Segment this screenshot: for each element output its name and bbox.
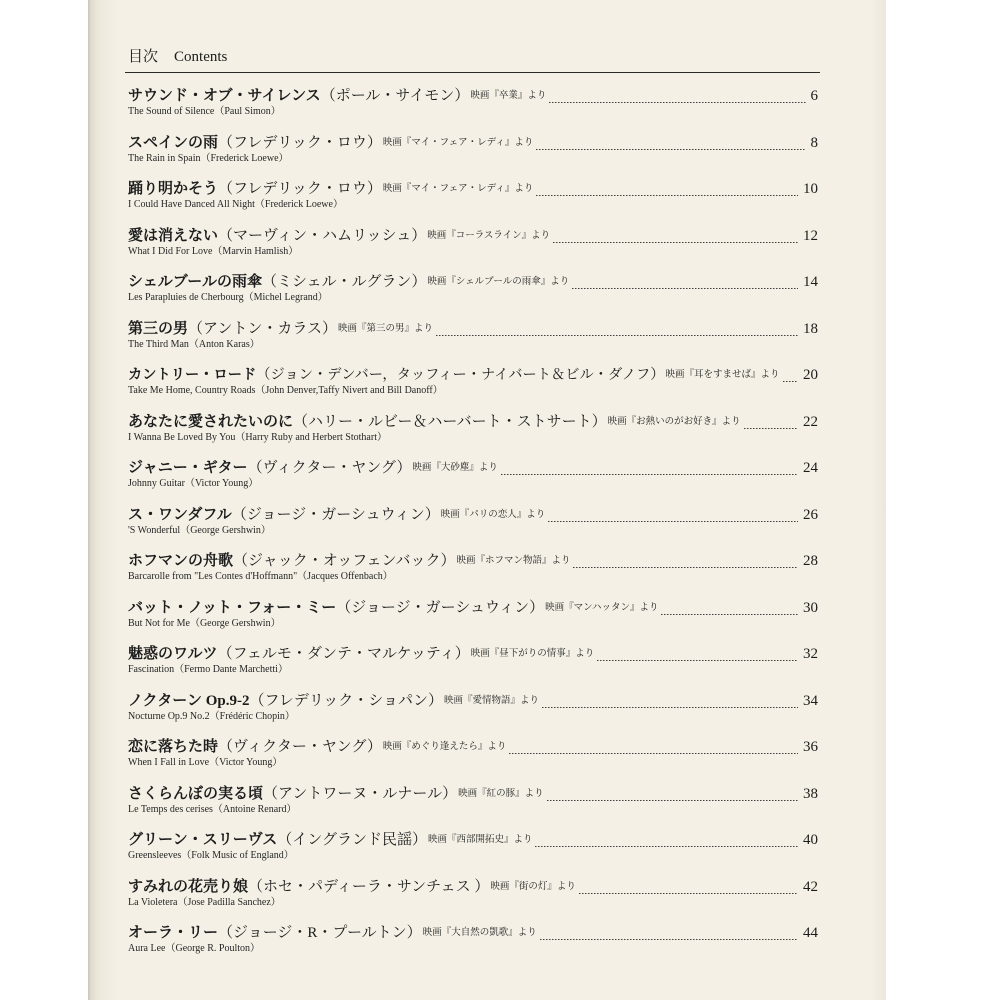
entry-source: 映画『マイ・フェア・レディ』より (382, 184, 534, 194)
leader-dots (597, 644, 798, 661)
toc-list (128, 86, 818, 966)
entry-english-title: Nocturne Op.9 No.2（Frédéric Chopin） (128, 710, 295, 722)
leader-dots (572, 272, 798, 289)
toc-entry (128, 830, 818, 864)
entry-title: ノクターン Op.9-2 (128, 692, 250, 709)
entry-composer: （イングランド民謡） (277, 832, 427, 848)
entry-title: オーラ・リー (128, 925, 219, 941)
entry-heading-line (128, 784, 818, 804)
toc-entry (128, 644, 818, 678)
toc-entry (128, 412, 818, 446)
entry-title: カントリー・ロード (128, 367, 257, 383)
leader-dots (535, 830, 798, 847)
leader-dots (536, 179, 798, 196)
toc-entry (128, 505, 818, 539)
entry-english-title: 'S Wonderful（George Gershwin） (128, 524, 271, 536)
entry-heading-line (128, 830, 818, 850)
entry-composer: （ジョージ・ガーシュウィン） (336, 599, 545, 616)
entry-title: バット・ノット・フォー・ミー (128, 599, 337, 616)
entry-composer: （フレデリック・ショパン） (249, 692, 443, 709)
entry-page-number: 12 (803, 227, 818, 244)
entry-composer: （アントン・カラス） (188, 320, 337, 337)
entry-english-title: When I Fall in Love（Victor Young） (128, 757, 283, 768)
entry-composer: （ジョージ・R・プールトン） (218, 925, 422, 941)
entry-source: 映画『紅の豚』より (458, 788, 544, 799)
entry-title: 恋に落ちた時 (128, 739, 219, 755)
entry-heading-line (128, 505, 818, 525)
entry-source: 映画『大砂塵』より (412, 463, 498, 473)
entry-heading-line (128, 877, 818, 897)
leader-dots (744, 412, 798, 429)
entry-title: すみれの花売り娘 (128, 878, 249, 895)
toc-entry (128, 226, 818, 260)
toc-heading-japanese: 目次 (128, 49, 159, 65)
toc-entry (128, 179, 818, 213)
leader-dots (553, 226, 798, 243)
entry-source: 映画『昼下がりの情事』より (470, 649, 595, 659)
entry-page-number: 32 (803, 646, 818, 662)
entry-english-title: Fascination（Fermo Dante Marchetti） (128, 664, 288, 675)
entry-page-number: 10 (803, 181, 818, 197)
entry-page-number: 40 (803, 832, 818, 848)
entry-english-title: I Could Have Danced All Night（Frederick Loewe） (128, 199, 343, 210)
entry-heading-line (128, 598, 818, 618)
entry-composer: （ジョージ・ガーシュウィン） (231, 506, 440, 523)
leader-dots (548, 505, 798, 522)
entry-page-number: 22 (803, 413, 818, 430)
entry-title: ホフマンの舟歌 (128, 553, 234, 569)
entry-composer: （アントワーヌ・ルナール） (263, 785, 458, 802)
entry-source: 映画『街の灯』より (490, 881, 576, 892)
entry-english-title: What I Did For Love（Marvin Hamlish） (128, 245, 299, 257)
entry-page-number: 24 (803, 460, 818, 476)
entry-title: あなたに愛されたいのに (128, 413, 294, 430)
entry-title: グリーン・スリーヴス (128, 832, 278, 848)
entry-heading-line (128, 86, 818, 106)
entry-page-number: 38 (803, 785, 818, 802)
entry-heading-line (128, 458, 818, 478)
entry-composer: （マーヴィン・ハムリッシュ） (218, 227, 427, 244)
entry-heading-line (128, 737, 818, 757)
entry-composer: （ポール・サイモン） (320, 88, 470, 104)
entry-source: 映画『お熱いのがお好き』より (607, 416, 741, 427)
toc-entry (128, 319, 818, 353)
entry-title: 第三の男 (128, 320, 189, 337)
entry-english-title: Take Me Home, Country Roads（John Denver,Taffy Nivert and Bill Danoff） (128, 385, 443, 396)
heading-rule (125, 72, 820, 73)
entry-source: 映画『西部開拓史』より (427, 835, 533, 845)
toc-heading (128, 46, 227, 68)
entry-page-number: 14 (803, 274, 818, 290)
toc-entry (128, 272, 818, 306)
toc-entry (128, 923, 818, 957)
toc-entry (128, 784, 818, 818)
entry-heading-line (128, 133, 818, 153)
toc-entry (128, 365, 818, 399)
toc-heading-english: Contents (174, 49, 228, 65)
entry-title: スペインの雨 (128, 134, 219, 151)
toc-entry (128, 133, 818, 167)
entry-source: 映画『パリの恋人』より (440, 509, 546, 520)
entry-english-title: The Rain in Spain（Frederick Loewe） (128, 152, 289, 164)
entry-source: 映画『卒業』より (470, 91, 547, 101)
entry-page-number: 36 (803, 739, 818, 755)
entry-source: 映画『ホフマン物語』より (456, 556, 571, 566)
entry-page-number: 28 (803, 553, 818, 569)
entry-english-title: The Third Man（Anton Karas） (128, 338, 260, 350)
entry-page-number: 30 (803, 599, 818, 616)
entry-heading-line (128, 691, 818, 711)
entry-page-number: 6 (810, 88, 818, 104)
entry-english-title: Greensleeves（Folk Music of England） (128, 850, 294, 861)
entry-title: 踊り明かそう (128, 181, 219, 197)
leader-dots (436, 319, 798, 336)
entry-source: 映画『第三の男』より (337, 323, 433, 334)
entry-source: 映画『愛情物語』より (443, 695, 539, 706)
entry-title: ス・ワンダフル (128, 506, 232, 523)
toc-entry (128, 737, 818, 771)
leader-dots (542, 691, 798, 708)
leader-dots (579, 877, 798, 894)
entry-composer: （フレデリック・ロウ） (218, 181, 382, 197)
entry-source: 映画『シェルブールの雨傘』より (427, 277, 570, 287)
entry-title: 魅惑のワルツ (128, 646, 218, 662)
entry-english-title: Les Parapluies de Cherbourg（Michel Legrand） (128, 292, 328, 303)
toc-entry (128, 598, 818, 632)
entry-composer: （ミシェル・ルグラン） (261, 274, 427, 290)
entry-heading-line (128, 644, 818, 664)
entry-page-number: 34 (803, 692, 818, 709)
entry-english-title: Johnny Guitar（Victor Young） (128, 478, 259, 489)
entry-composer: （ヴィクター・ヤング） (218, 739, 382, 755)
entry-composer: （フレデリック・ロウ） (218, 134, 382, 151)
entry-title: さくらんぼの実る頃 (128, 785, 264, 802)
entry-english-title: La Violetera（Jose Padilla Sanchez） (128, 896, 281, 908)
entry-english-title: The Sound of Silence（Paul Simon） (128, 106, 281, 117)
toc-entry (128, 86, 818, 120)
entry-title: 愛は消えない (128, 227, 219, 244)
leader-dots (501, 458, 798, 475)
entry-page-number: 42 (803, 878, 818, 895)
entry-heading-line (128, 319, 818, 339)
entry-title: サウンド・オブ・サイレンス (128, 88, 321, 104)
entry-page-number: 20 (803, 367, 818, 383)
entry-composer: （ヴィクター・ヤング） (247, 460, 412, 476)
entry-source: 映画『コーラスライン』より (427, 230, 551, 241)
leader-dots (573, 551, 798, 568)
entry-source: 映画『マイ・フェア・レディ』より (382, 137, 534, 148)
entry-english-title: I Wanna Be Loved By You（Harry Ruby and Herbert Stothart） (128, 431, 387, 443)
entry-heading-line (128, 923, 818, 943)
entry-source: 映画『めぐり逢えたら』より (382, 742, 507, 752)
entry-page-number: 26 (803, 506, 818, 523)
entry-composer: （フェルモ・ダンテ・マルケッティ） (217, 646, 470, 662)
entry-page-number: 18 (803, 320, 818, 337)
leader-dots (536, 133, 805, 150)
entry-english-title: Barcarolle from "Les Contes d'Hoffmann"（Jacques Offenbach） (128, 571, 393, 582)
toc-entry (128, 551, 818, 585)
entry-composer: （ホセ・パディーラ・サンチェス ） (248, 878, 490, 895)
entry-english-title: Aura Lee（George R. Poulton） (128, 943, 261, 954)
leader-dots (549, 86, 805, 103)
leader-dots (540, 923, 798, 940)
entry-page-number: 8 (810, 134, 818, 151)
entry-heading-line (128, 179, 818, 199)
leader-dots (509, 737, 798, 754)
entry-heading-line (128, 365, 818, 385)
entry-english-title: Le Temps des cerises（Antoine Renard） (128, 803, 297, 815)
entry-heading-line (128, 272, 818, 292)
entry-composer: （ジャック・オッフェンバック） (233, 553, 456, 569)
entry-title: シェルブールの雨傘 (128, 274, 262, 290)
entry-heading-line (128, 226, 818, 246)
entry-composer: （ジョン・デンバー，タッフィー・ナイバート＆ビル・ダノフ） (256, 367, 665, 383)
leader-dots (547, 784, 798, 801)
entry-source: 映画『大自然の凱歌』より (422, 928, 537, 938)
entry-english-title: But Not for Me（George Gershwin） (128, 617, 281, 629)
toc-entry (128, 691, 818, 725)
entry-heading-line (128, 551, 818, 571)
entry-heading-line (128, 412, 818, 432)
toc-entry (128, 458, 818, 492)
toc-entry (128, 877, 818, 911)
entry-source: 映画『マンハッタン』より (545, 602, 659, 613)
leader-dots (661, 598, 798, 615)
entry-composer: （ハリー・ルビー＆ハーバート・ストサート） (293, 413, 607, 430)
leader-dots (783, 365, 798, 382)
entry-page-number: 44 (803, 925, 818, 941)
entry-source: 映画『耳をすませば』より (665, 370, 780, 380)
entry-title: ジャニー・ギター (128, 460, 248, 476)
